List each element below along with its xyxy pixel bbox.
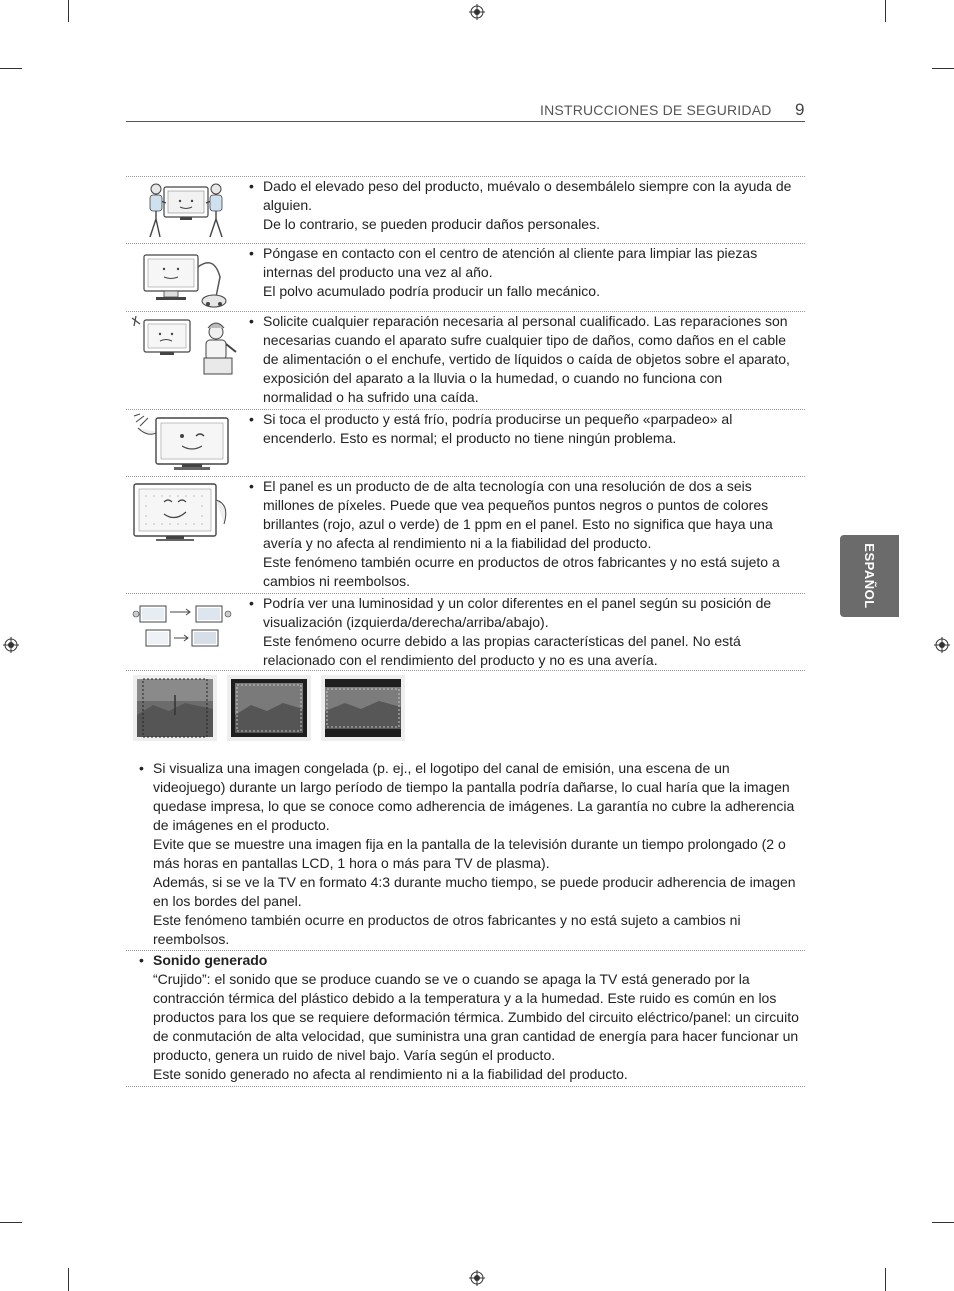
- item-text: Si visualiza una imagen congelada (p. ej., el logotipo del canal de emisión, una escena de un videojuego) durante un largo período de tiempo la pantalla podría dañarse, lo cual haría que la imagen quedase impresa, lo que se conoce como adherencia de imágenes. La garantía no cubre la adherencia de imágenes en el producto.: [153, 760, 795, 833]
- item-text: El polvo acumulado podría producir un fallo mecánico.: [263, 283, 600, 299]
- bullet: •: [249, 245, 254, 261]
- crop-mark: [885, 0, 886, 22]
- row-divider: [126, 670, 805, 671]
- bullet: •: [139, 760, 144, 776]
- registration-mark-icon: [934, 637, 950, 653]
- item-text: Este fenómeno también ocurre en productos de otros fabricantes y no está sujeto a cambios ni reembolsos.: [153, 912, 741, 947]
- item-text: Dado el elevado peso del producto, muévalo o desembálelo siempre con la ayuda de alguien.: [263, 178, 792, 213]
- image-retention-thumbnail: [321, 675, 405, 741]
- item-text: “Crujido”: el sonido que se produce cuando se ve o cuando se apaga la TV está generado por la contracción térmica del plástico debido a la temperatura y a la humedad. Este ruido es común en los productos para los que se requiere deformación térmica. Zumbido del circuito eléctrico/panel: un circuito de conmutación de alta velocidad, que suministra una gran cantidad de energía para hacer funcionar un producto, genera un ruido de nivel bajo. Varía según el producto.: [153, 971, 799, 1063]
- image-retention-thumbnail: [227, 675, 311, 741]
- language-tab-label: ESPAÑOL: [862, 543, 877, 609]
- item-text: Este fenómeno también ocurre en productos de otros fabricantes y no está sujeto a cambios ni reembolsos.: [263, 554, 780, 589]
- list-item: [249, 244, 794, 301]
- image-retention-item: [139, 759, 799, 949]
- section-title: INSTRUCCIONES DE SEGURIDAD: [540, 102, 772, 118]
- language-tab: [840, 535, 899, 617]
- list-item: [249, 477, 794, 591]
- item-text: Además, si se ve la TV en formato 4:3 durante mucho tiempo, se puede producir adherencia de imagen en los bordes del panel.: [153, 874, 796, 909]
- registration-mark-icon: [3, 637, 19, 653]
- crop-mark: [0, 1222, 22, 1223]
- item-text: Evite que se muestre una imagen fija en la pantalla de la televisión durante un tiempo prolongado (2 o más horas en pantallas LCD, 1 hora o más para TV de plasma).: [153, 836, 786, 871]
- list-item: [249, 594, 794, 670]
- item-text: Póngase en contacto con el centro de atención al cliente para limpiar las piezas internas del producto una vez al año.: [263, 245, 758, 280]
- tv-pixel-dots-icon: [130, 480, 242, 546]
- item-text: Este fenómeno ocurre debido a las propias características del panel. No está relacionado con el rendimiento del producto y no es una avería.: [263, 633, 741, 668]
- bullet: •: [249, 595, 254, 611]
- bullet: •: [249, 478, 254, 494]
- tv-vacuum-cleaner-icon: [130, 247, 242, 309]
- crop-mark: [885, 1268, 886, 1291]
- tv-repair-technician-icon: [130, 314, 242, 380]
- registration-mark-icon: [469, 4, 485, 20]
- list-item: [249, 177, 794, 234]
- registration-mark-icon: [469, 1270, 485, 1286]
- winking-tv-icon: [130, 412, 242, 474]
- generated-sound-title: Sonido generado: [153, 952, 268, 968]
- bullet: •: [249, 178, 254, 194]
- page-number: 9: [795, 100, 805, 119]
- list-item: [249, 312, 794, 407]
- image-retention-thumbnail: [133, 675, 217, 741]
- bullet: •: [249, 411, 254, 427]
- tv-viewing-angles-icon: [130, 598, 242, 656]
- generated-sound-item: [139, 951, 799, 1084]
- item-text: Este sonido generado no afecta al rendimiento ni a la fiabilidad del producto.: [153, 1066, 628, 1082]
- item-text: Podría ver una luminosidad y un color diferentes en el panel según su posición de visualización (izquierda/derecha/arriba/abajo).: [263, 595, 772, 630]
- crop-mark: [68, 0, 69, 22]
- item-text: Si toca el producto y está frío, podría producirse un pequeño «parpadeo» al encenderlo. Esto es normal; el producto no tiene ningún problema.: [263, 411, 733, 446]
- crop-mark: [0, 68, 22, 69]
- item-text: El panel es un producto de de alta tecnología con una resolución de dos a seis millones de píxeles. Puede que vea pequeños puntos negros o puntos de colores brillantes (rojo, azul o verde) de 1 ppm en el panel. Esto no significa que haya una avería y no afecta al rendimiento ni a la fiabilidad del producto.: [263, 478, 773, 551]
- crop-mark: [932, 1222, 954, 1223]
- bullet: •: [249, 313, 254, 329]
- crop-mark: [68, 1268, 69, 1291]
- header-rule: [126, 121, 805, 122]
- crop-mark: [932, 68, 954, 69]
- item-text: Solicite cualquier reparación necesaria al personal cualificado. Las reparaciones son necesarias cuando el aparato sufre cualquier tipo de daños, como daños en el cable de alimentación o el enchufe, vertido de líquidos o caída de objetos sobre el aparato, exposición del aparato a la lluvia o la humedad, o cuando no funciona con normalidad o ha sufrido una caída.: [263, 313, 790, 405]
- bullet: •: [139, 952, 144, 968]
- two-people-carrying-tv-icon: [130, 181, 242, 241]
- row-divider: [126, 1086, 805, 1087]
- item-text: De lo contrario, se pueden producir daños personales.: [263, 216, 600, 232]
- list-item: [249, 410, 794, 448]
